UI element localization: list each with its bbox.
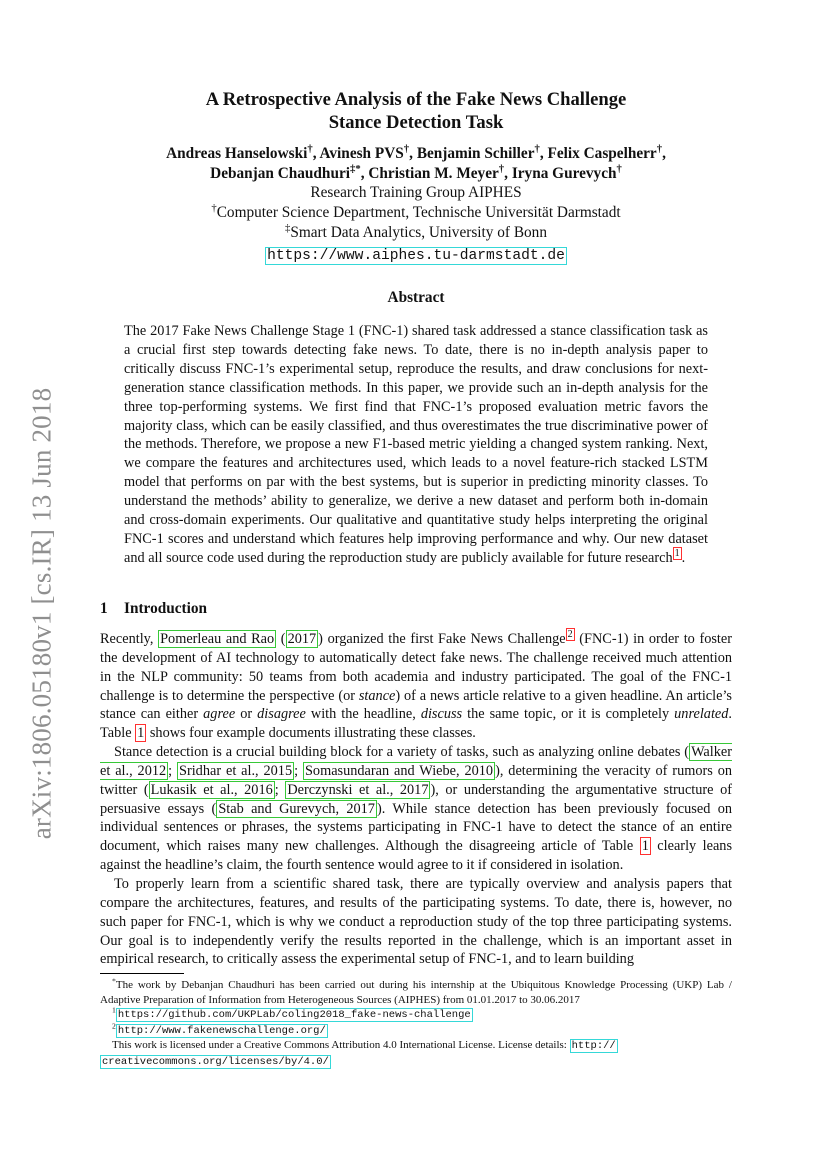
text-span: the same topic, or it is completely [462,706,675,723]
citation-link[interactable]: Pomerleau and Rao [160,631,275,647]
paragraph: To properly learn from a scientific shared task, there are typically overview and analysis papers that compare the architectures, features, and results of the participating systems. To date, there is, however, no such paper for FNC-1, which is why we conduct a reproduction study of the top three participating systems. Our goal is to independently verify the results reported in the challenge, which is an important asset in empirical research, to critically assess the experimental setup of FNC-1, and to learn building [100,875,732,968]
affiliations [100,183,732,266]
footnote-star [100,978,732,1007]
affiliation-tud-text: Computer Science Department, Technische Universität Darmstadt [216,204,621,221]
star-mark: * [112,976,116,986]
text-span: ), or understanding the argumentative structure of persuasive essays ( [100,781,732,817]
author-name: Benjamin Schiller [416,145,535,162]
text-span: Recently, [100,631,159,647]
affiliation-bonn-text: Smart Data Analytics, University of Bonn [290,224,547,241]
arxiv-identifier-stamp [22,378,62,848]
dagger-mark: † [307,142,313,155]
license-text: This work is licensed under a Creative Commons Attribution 4.0 International License. License details: [112,1039,570,1052]
text-span: ) organized the first Fake News Challenge [318,631,566,647]
text-span: Stance detection is a crucial building block for a variety of tasks, such as analyzing online debates ( [114,744,690,761]
emphasis-agree: agree [203,706,236,723]
footnote-mark: 2 [112,1021,116,1031]
paragraph: Stance detection is a crucial building block for a variety of tasks, such as analyzing online debates ( Walker et al., 2012 ; Sridhar et al., 2015 ; Somasundaran and Wiebe, 2010 ), determining the veracity of rumors on twitter ( Lukasik et al., 2016 ; Derczynski et al., 2017 ), or understanding the argumentative structure of persuasive essays ( Stab and Gurevych, 2017 ). While stance detection has been previously focused on individual sentences or phrases, the systems participating in FNC-1 have to detect the stance of an entire document, which raises many new challenges. Although the disagreeing article of Table 1 clearly leans against the headline’s claim, the fourth sentence would agree to it if considered in isolation. [100,744,733,874]
citation-link[interactable]: Derczynski et al., 2017 [287,781,429,798]
affiliation-bonn [100,223,732,243]
ddagger-mark: ‡ [285,221,291,234]
footnote-1 [100,1007,732,1023]
citation-link[interactable]: Somasundaran and Wiebe, 2010 [304,762,494,779]
section-heading-introduction [100,600,207,618]
dagger-mark: † [656,142,663,155]
title-line-1: A Retrospective Analysis of the Fake News Challenge [205,89,627,110]
text-span: (FNC-1) in order to foster the development of AI technology to automatically detect fake news. The challenge received much attention in the NLP community: 50 teams from both academia and industry participated. The goal of the FNC-1 challenge is to determine the perspective (or [100,631,732,704]
paper-title [100,88,732,134]
footnotes [100,978,732,1070]
title-line-2: Stance Detection Task [328,112,504,133]
footnote-2 [100,1023,732,1039]
affiliation-group: Research Training Group AIPHES [310,184,522,201]
text-span: . Table [100,706,732,742]
footnote-ref-1[interactable]: 1 [674,548,680,560]
text-span: with the headline, [305,706,421,723]
arxiv-identifier-text: arXiv:1806.05180v1 [cs.IR] 13 Jun 2018 [26,387,57,839]
dagger-mark: † [498,162,505,175]
author-list [100,144,732,184]
footnote-rule [100,973,184,974]
author-name: Christian M. Meyer [368,165,499,182]
text-span: ( [276,631,286,647]
ddagger-mark: ‡ [350,162,356,175]
text-span: ). While stance detection has been previously focused on individual sentences or phrases, the systems participating in FNC-1 have to detect the stance of an entire document, which raises many new challenges. Although the disagreeing article of Table [100,800,732,855]
abstract-text: The 2017 Fake News Challenge Stage 1 (FNC-1) shared task addressed a stance classification task as a crucial first step towards detecting fake news. To date, there is no in-depth analysis paper to critically discuss FNC-1’s experimental setup, reproduce the results, and draw conclusions for next-generation stance classification methods. In this paper, we provide such an in-depth analysis for the three top-performing systems. We first find that FNC-1’s proposed evaluation metric favors the majority class, which can be easily classified, and thus overestimates the true discriminative power of the methods. Therefore, we propose a new F1-based metric yielding a changed system ranking. Next, we compare the features and architectures used, which leads to a novel feature-rich stacked LSTM model that performs on par with the best systems, but is superior in predicting minority classes. To understand the methods’ ability to generalize, we derive a new dataset and perform both in-domain and cross-domain experiments. Our qualitative and quantitative study helps interpreting the original FNC-1 scores and understand which features help improving performance and why. Our new dataset and all source code used during the reproduction study are publicly available for future research [124,323,708,566]
emphasis-stance: stance [358,687,396,704]
abstract-heading: Abstract [387,289,445,306]
text-span: clearly leans against the headline’s claim, the fourth sentence would agree to it if considered in isolation. [100,838,733,874]
text-span: ), determining the veracity of rumors on twitter ( [100,762,732,798]
text-span: or [235,706,258,723]
citation-link[interactable]: Stab and Gurevych, 2017 [218,800,375,817]
dagger-mark: † [616,162,622,175]
license-note [100,1038,732,1054]
footnote-star-text: The work by Debanjan Chaudhuri has been carried out during his internship at the Ubiquitous Knowledge Processing (UKP) Lab / Adaptive Preparation of Information from Heterogeneous Sources (AIPHES) from 01.01.2017 to 30.06.2017 [100,979,732,1006]
abstract-body: The 2017 Fake News Challenge Stage 1 (FNC-1) shared task addressed a stance classification task as a crucial first step towards detecting fake news. To date, there is no in-depth analysis paper to critically discuss FNC-1’s experimental setup, reproduce the results, and draw conclusions for next-generation stance classification methods. In this paper, we provide such an in-depth analysis for the three top-performing systems. We first find that FNC-1’s proposed evaluation metric favors the majority class, which can be easily classified, and thus overestimates the true discriminative power of the methods. Therefore, we propose a new F1-based metric yielding a changed system ranking. Next, we compare the features and architectures used, which leads to a novel feature-rich stacked LSTM model that performs on par with the best systems, but is superior in predicting minority classes. To understand the methods’ ability to generalize, we derive a new dataset and perform both in-domain and cross-domain experiments. Our qualitative and quantitative study helps interpreting the original FNC-1 scores and understand which features help improving performance and why. Our new dataset and all source code used during the reproduction study are publicly available for future research $^1$ . [124,323,708,566]
text-span: shows four example documents illustrating these classes. [146,725,476,742]
author-name: Iryna Gurevych [511,165,617,182]
author-name: Avinesh PVS [319,145,404,162]
author-name: Debanjan Chaudhuri [210,165,350,182]
fnc-url-link[interactable]: http://www.fakenewschallenge.org/ [117,1024,326,1037]
dagger-mark: † [534,142,540,155]
introduction-body [100,630,732,969]
emphasis-unrelated: unrelated [674,706,729,723]
section-title: Introduction [124,600,208,617]
citation-year-link[interactable]: 2017 [287,631,317,647]
dagger-mark: † [403,142,410,155]
text-span: ) of a news article relative to a given headline. An article’s stance can either [100,687,732,723]
table-ref-link[interactable]: 1 [137,725,145,742]
affiliation-tud [100,203,732,223]
section-number: 1 [100,600,108,617]
star-mark: * [355,162,361,175]
footnote-ref-2[interactable]: 2 [567,629,573,641]
author-line-2: Debanjan Chaudhuri‡*, Christian M. Meyer†, Iryna Gurevych† [210,162,622,182]
dagger-mark: † [211,201,217,214]
citation-link[interactable]: Lukasik et al., 2016 [150,781,273,798]
author-line-1: Andreas Hanselowski†, Avinesh PVS†, Benjamin Schiller†, Felix Caspelherr†, [166,142,666,162]
citation-link[interactable]: Walker et al., 2012 [100,744,732,779]
license-url-link-cont[interactable]: creativecommons.org/licenses/by/4.0/ [102,1055,329,1068]
github-url-link[interactable]: https://github.com/UKPLab/coling2018_fake-news-challenge [117,1009,471,1022]
paragraph [100,630,732,743]
author-name: Andreas Hanselowski [166,145,308,162]
license-note-cont [100,1054,732,1070]
author-name: Felix Caspelherr [547,145,657,162]
emphasis-discuss: discuss [420,706,463,723]
table-ref-link[interactable]: 1 [641,838,649,855]
emphasis-disagree: disagree [257,706,306,723]
footnote-mark: 1 [112,1005,116,1015]
aiphes-url-link[interactable]: https://www.aiphes.tu-darmstadt.de [267,248,565,264]
license-url-link[interactable]: http:// [571,1040,616,1053]
citation-link[interactable]: Sridhar et al., 2015 [179,762,293,779]
